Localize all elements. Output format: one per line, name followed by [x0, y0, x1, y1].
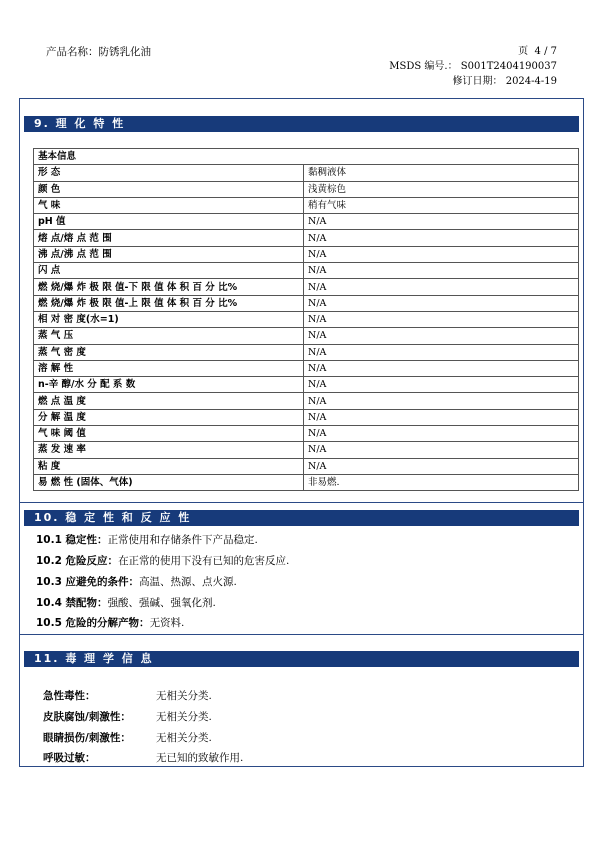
stability-item	[36, 574, 237, 589]
section-9-title: 9. 理 化 特 性	[24, 116, 579, 132]
stability-item-label: 10.1 稳定性：	[36, 534, 108, 546]
toxicology-item-value: 无已知的致敏作用.	[156, 752, 244, 764]
property-value: N/A	[304, 214, 579, 230]
stability-item-label: 10.3 应避免的条件：	[36, 576, 140, 588]
table-row	[34, 181, 579, 197]
property-value: N/A	[304, 344, 579, 360]
property-value: 非易燃.	[304, 474, 579, 490]
property-name: 气 味	[34, 197, 304, 213]
property-value: N/A	[304, 311, 579, 327]
property-value: N/A	[304, 360, 579, 376]
toxicology-item	[43, 730, 212, 745]
stability-item	[36, 553, 289, 568]
table-row	[34, 426, 579, 442]
toxicology-item-value: 无相关分类.	[156, 690, 212, 702]
property-name: pH 值	[34, 214, 304, 230]
table-row	[34, 230, 579, 246]
stability-item	[36, 595, 216, 610]
property-name: 熔 点/熔 点 范 围	[34, 230, 304, 246]
property-name: 闪 点	[34, 263, 304, 279]
stability-item-value: 正常使用和存储条件下产品稳定.	[107, 534, 258, 546]
page-label: 页	[518, 46, 529, 57]
stability-item-value: 无资料.	[149, 617, 185, 629]
toxicology-item-value: 无相关分类.	[156, 711, 212, 723]
property-value: 稍有气味	[304, 197, 579, 213]
property-name: 颜 色	[34, 181, 304, 197]
revision-date: 2024-4-19	[505, 76, 557, 87]
property-name: 粘 度	[34, 458, 304, 474]
table-row	[34, 328, 579, 344]
property-value: N/A	[304, 377, 579, 393]
table-row	[34, 165, 579, 181]
property-name: 蒸 发 速 率	[34, 442, 304, 458]
page-sep: /	[544, 46, 548, 57]
product-name: 防锈乳化油	[98, 46, 151, 58]
toxicology-item	[43, 688, 212, 703]
table-row	[34, 344, 579, 360]
table-row	[34, 246, 579, 262]
msds-number-line	[389, 59, 557, 74]
toxicology-item-value: 无相关分类.	[156, 732, 212, 744]
property-name: 易 燃 性 (固体、气体)	[34, 474, 304, 490]
property-name: 沸 点/沸 点 范 围	[34, 246, 304, 262]
property-value: N/A	[304, 263, 579, 279]
property-value: N/A	[304, 230, 579, 246]
toxicology-item-label: 皮肤腐蚀/刺激性：	[43, 711, 131, 723]
msds-label: MSDS 编号.：	[389, 61, 458, 72]
stability-item-label: 10.2 危险反应：	[36, 555, 119, 567]
property-value: N/A	[304, 393, 579, 409]
product-name-line	[46, 44, 151, 59]
table-row	[34, 295, 579, 311]
stability-item-value: 强酸、强碱、强氧化剂.	[107, 597, 216, 609]
table-row	[34, 360, 579, 376]
table-header-row	[34, 149, 579, 165]
table-row	[34, 393, 579, 409]
msds-number: S001T2404190037	[460, 61, 557, 72]
property-name: 相 对 密 度(水=1)	[34, 311, 304, 327]
property-value: N/A	[304, 458, 579, 474]
section-divider	[19, 634, 584, 635]
revision-label: 修订日期：	[452, 76, 503, 87]
table-row	[34, 263, 579, 279]
page-number-line	[389, 44, 557, 59]
table-head-cell: 基本信息	[34, 149, 579, 165]
table-row	[34, 377, 579, 393]
property-value: N/A	[304, 328, 579, 344]
property-name: 溶 解 性	[34, 360, 304, 376]
property-name: 燃 烧/爆 炸 极 限 值-下 限 值 体 积 百 分 比%	[34, 279, 304, 295]
property-name: 分 解 温 度	[34, 409, 304, 425]
property-value: 黏稠液体	[304, 165, 579, 181]
section-divider	[19, 502, 584, 503]
stability-item-value: 在正常的使用下没有已知的危害反应.	[118, 555, 290, 567]
property-name: n-辛 醇/水 分 配 系 数	[34, 377, 304, 393]
page-total: 7	[550, 46, 557, 57]
property-name: 气 味 阈 值	[34, 426, 304, 442]
table-row	[34, 197, 579, 213]
table-row	[34, 279, 579, 295]
toxicology-item-label: 急性毒性：	[43, 690, 96, 702]
section-10-title: 10. 稳 定 性 和 反 应 性	[24, 510, 579, 526]
toxicology-item-label: 呼吸过敏：	[43, 752, 96, 764]
property-value: N/A	[304, 442, 579, 458]
table-row	[34, 458, 579, 474]
property-value: N/A	[304, 279, 579, 295]
toxicology-item-label: 眼睛损伤/刺激性：	[43, 732, 131, 744]
product-label: 产品名称：	[46, 46, 99, 58]
property-name: 蒸 气 密 度	[34, 344, 304, 360]
stability-item	[36, 615, 184, 630]
stability-item-label: 10.5 危险的分解产物：	[36, 617, 150, 629]
property-value: N/A	[304, 295, 579, 311]
table-row	[34, 474, 579, 490]
toxicology-item	[43, 709, 212, 724]
property-value: N/A	[304, 246, 579, 262]
property-name: 蒸 气 压	[34, 328, 304, 344]
table-row	[34, 214, 579, 230]
page-current: 4	[534, 46, 541, 57]
property-value: 浅黄棕色	[304, 181, 579, 197]
physical-properties-table	[33, 148, 579, 491]
stability-item-value: 高温、热源、点火源.	[139, 576, 237, 588]
property-name: 燃 点 温 度	[34, 393, 304, 409]
property-value: N/A	[304, 426, 579, 442]
property-name: 形 态	[34, 165, 304, 181]
toxicology-item	[43, 750, 244, 765]
table-row	[34, 409, 579, 425]
revision-date-line	[389, 74, 557, 89]
table-row	[34, 442, 579, 458]
property-name: 燃 烧/爆 炸 极 限 值-上 限 值 体 积 百 分 比%	[34, 295, 304, 311]
section-11-title: 11. 毒 理 学 信 息	[24, 651, 579, 667]
stability-item	[36, 532, 258, 547]
table-row	[34, 311, 579, 327]
document-meta	[389, 44, 557, 89]
stability-item-label: 10.4 禁配物：	[36, 597, 108, 609]
property-value: N/A	[304, 409, 579, 425]
